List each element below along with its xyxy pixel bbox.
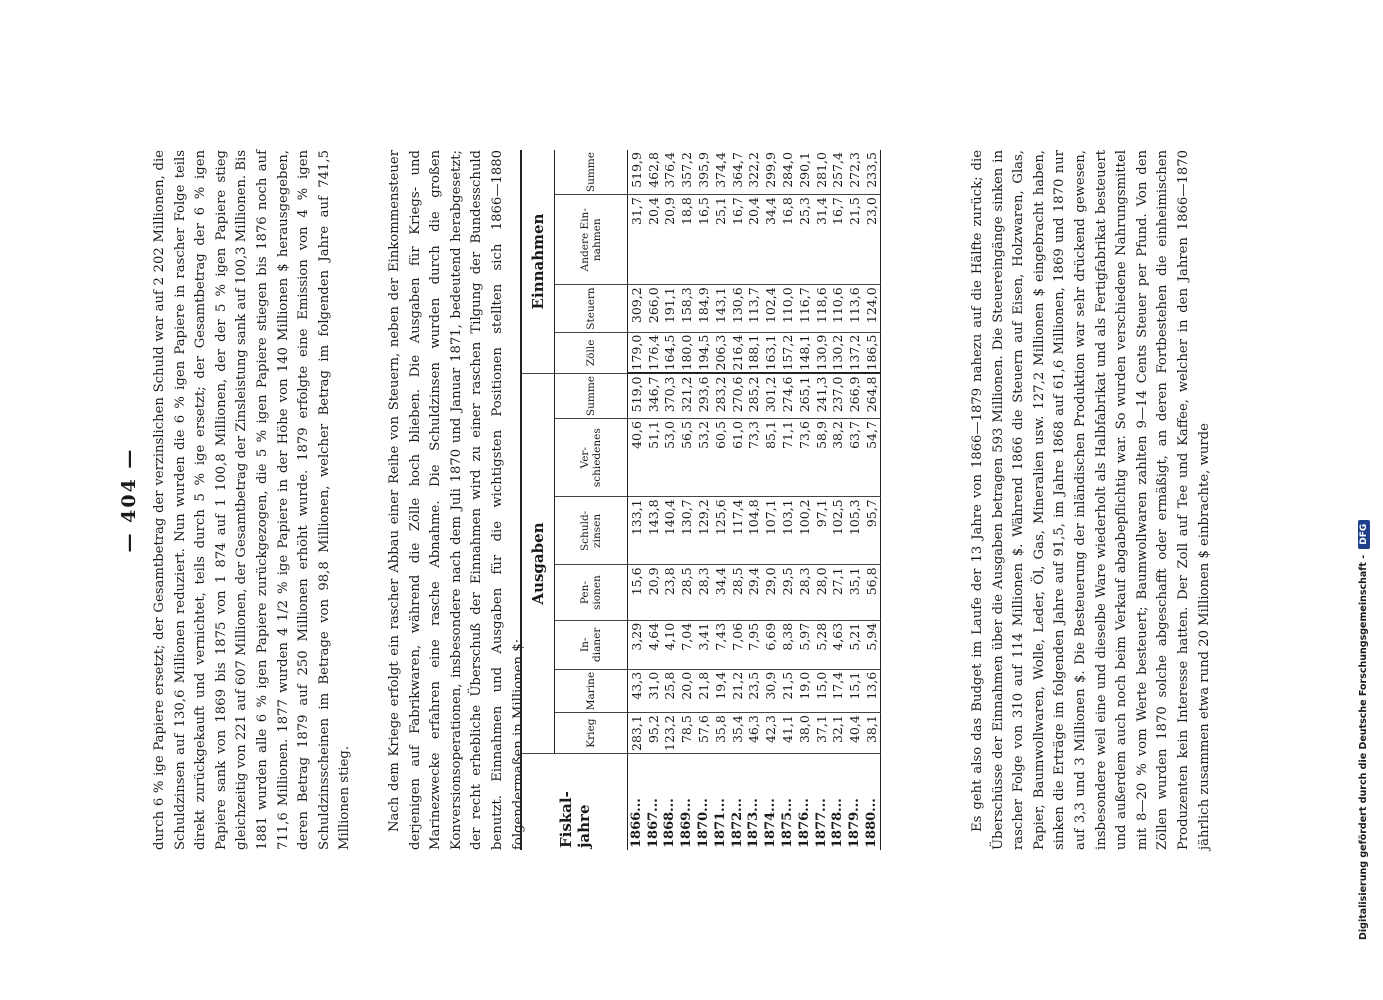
value-cell: 102,5: [830, 497, 847, 565]
table-row: [863, 150, 880, 850]
value-cell: 157,2: [779, 332, 796, 373]
value-cell: 16,5: [695, 195, 712, 285]
value-cell: 103,1: [779, 497, 796, 565]
value-cell: 3,29: [628, 620, 645, 669]
col-summe-ausgaben: Summe: [555, 373, 628, 418]
value-cell: 28,5: [729, 565, 746, 620]
value-cell: 370,3: [662, 373, 679, 418]
value-cell: 100,2: [796, 497, 813, 565]
paragraph-budget: [968, 150, 1215, 850]
year-cell: 1874...: [762, 754, 779, 851]
table-row: [830, 150, 847, 850]
value-cell: 270,6: [729, 373, 746, 418]
digitization-credit: [1358, 40, 1370, 940]
value-cell: 20,9: [645, 565, 662, 620]
value-cell: 18,8: [678, 195, 695, 285]
value-cell: 163,1: [762, 332, 779, 373]
col-andere: Andere Ein-nahmen: [555, 195, 628, 285]
table-row: [662, 150, 679, 850]
paragraph-budget-text: Es geht also das Budget im Laufe der 13 Jahre von 1866—1879 nahezu auf die Hälfte zurück; die Überschüsse der Einnahmen über die Ausgaben betragen 593 Millionen. Die Steuereingänge sinken in rascher Folge von 310 auf 114 Millionen $. Während 1866 die Steuern auf Eisen, Holzwaren, Glas, Papier, Baumwollwaren, Wolle, Leder, Öl, Gas, Mineralien usw. 127,2 Millionen $ eingebracht haben, sinken die Erträge im folgenden Jahre auf 91,5, im Jahre 1868 auf 61,6 Millionen, 1869 und 1870 nur auf 3,3 und 3 Millionen $. Die Besteuerung der inländischen Produktion war sehr drückend gewesen, insbesondere weil eine und dieselbe Ware wiederholt als Halbfabrikat und als Fertigfabrikat besteuert und außerdem auch noch beim Verkauf abgabepflichtig war. So wurden verschiedene Nahrungsmittel mit 8—20 % vom Werte besteuert; Baumwollwaren zahlten 9—14 Cents Steuer per Pfund. Von den Zöllen wurden 1870 solche abgeschafft oder ermäßigt, an deren Fortbestehen die einheimischen Produzenten kein Interesse hatten. Der Zoll auf Tee und Kaffee, welcher in den Jahren 1866—1870 jährlich zusammen etwa rund 20 Millionen $ einbrachte, wurde: [970, 150, 1212, 850]
value-cell: 123,2: [662, 713, 679, 754]
value-cell: 42,3: [762, 713, 779, 754]
value-cell: 97,1: [813, 497, 830, 565]
year-cell: 1875...: [779, 754, 796, 851]
value-cell: 29,5: [779, 565, 796, 620]
value-cell: 164,5: [662, 332, 679, 373]
col-marine: Marine: [555, 669, 628, 712]
credit-text: Digitalisierung gefördert durch die Deutsche Forschungsgemeinschaft -: [1358, 554, 1369, 940]
value-cell: 266,9: [846, 373, 863, 418]
value-cell: 16,8: [779, 195, 796, 285]
value-cell: 95,2: [645, 713, 662, 754]
value-cell: 95,7: [863, 497, 880, 565]
col-verschiedenes: Ver-schiedenes: [555, 419, 628, 497]
value-cell: 140,4: [662, 497, 679, 565]
group-expenditure: Ausgaben: [521, 373, 555, 753]
value-cell: 107,1: [762, 497, 779, 565]
value-cell: 301,2: [762, 373, 779, 418]
value-cell: 35,8: [712, 713, 729, 754]
table-row: [762, 150, 779, 850]
year-cell: 1870...: [695, 754, 712, 851]
value-cell: 46,3: [746, 713, 763, 754]
dfg-logo: DFG: [1358, 520, 1370, 549]
value-cell: 283,1: [628, 713, 645, 754]
value-cell: 272,3: [846, 150, 863, 195]
paragraph-after-war-text: Nach dem Kriege erfolgt ein rascher Abbau einer Reihe von Steuern, neben der Einkommensteuer derjenigen auf Fabrikwaren, während die Zölle hoch blieben. Die Ausgaben für Kriegs- und Marinezwecke erfahren eine rasche Abnahme. Die Schuldzinsen wurden durch die großen Konversionsoperationen, insbesondere nach dem Juli 1870 und Januar 1871, bedeutend herabgesetzt; der recht erhebliche Überschuß der Einnahmen wird zu einer raschen Tilgung der Bundesschuld benutzt. Einnahmen und Ausgaben für die wichtigsten Positionen stellten sich 1866—1880 folgendermaßen in Millionen $:: [387, 150, 526, 850]
value-cell: 21,5: [846, 195, 863, 285]
value-cell: 130,6: [729, 285, 746, 332]
value-cell: 283,2: [712, 373, 729, 418]
group-revenue: Einnahmen: [521, 150, 555, 373]
table-row: [645, 150, 662, 850]
value-cell: 38,0: [796, 713, 813, 754]
value-cell: 8,38: [779, 620, 796, 669]
value-cell: 130,9: [813, 332, 830, 373]
value-cell: 40,4: [846, 713, 863, 754]
value-cell: 293,6: [695, 373, 712, 418]
value-cell: 38,1: [863, 713, 880, 754]
value-cell: 110,6: [830, 285, 847, 332]
value-cell: 41,1: [779, 713, 796, 754]
value-cell: 137,2: [846, 332, 863, 373]
value-cell: 5,97: [796, 620, 813, 669]
value-cell: 34,4: [762, 195, 779, 285]
value-cell: 117,4: [729, 497, 746, 565]
value-cell: 15,0: [813, 669, 830, 712]
value-cell: 23,0: [863, 195, 880, 285]
value-cell: 257,4: [830, 150, 847, 195]
table-body: [628, 150, 881, 850]
value-cell: 20,4: [746, 195, 763, 285]
value-cell: 264,8: [863, 373, 880, 418]
value-cell: 191,1: [662, 285, 679, 332]
value-cell: 35,1: [846, 565, 863, 620]
col-zoelle: Zölle: [555, 332, 628, 373]
value-cell: 53,2: [695, 419, 712, 497]
value-cell: 357,2: [678, 150, 695, 195]
value-cell: 25,3: [796, 195, 813, 285]
value-cell: 21,8: [695, 669, 712, 712]
value-cell: 110,0: [779, 285, 796, 332]
value-cell: 188,1: [746, 332, 763, 373]
value-cell: 34,4: [712, 565, 729, 620]
year-cell: 1872...: [729, 754, 746, 851]
value-cell: 78,5: [678, 713, 695, 754]
value-cell: 31,7: [628, 195, 645, 285]
value-cell: 519,0: [628, 373, 645, 418]
value-cell: 206,3: [712, 332, 729, 373]
value-cell: 71,1: [779, 419, 796, 497]
value-cell: 63,7: [846, 419, 863, 497]
value-cell: 6,69: [762, 620, 779, 669]
value-cell: 17,4: [830, 669, 847, 712]
value-cell: 299,9: [762, 150, 779, 195]
value-cell: 105,3: [846, 497, 863, 565]
value-cell: 21,2: [729, 669, 746, 712]
year-cell: 1873...: [746, 754, 763, 851]
value-cell: 346,7: [645, 373, 662, 418]
value-cell: 30,9: [762, 669, 779, 712]
table-row: [729, 150, 746, 850]
value-cell: 38,2: [830, 419, 847, 497]
value-cell: 7,06: [729, 620, 746, 669]
value-cell: 25,8: [662, 669, 679, 712]
year-cell: 1869...: [678, 754, 695, 851]
value-cell: 4,63: [830, 620, 847, 669]
value-cell: 19,4: [712, 669, 729, 712]
value-cell: 57,6: [695, 713, 712, 754]
value-cell: 27,1: [830, 565, 847, 620]
value-cell: 43,3: [628, 669, 645, 712]
value-cell: 54,7: [863, 419, 880, 497]
value-cell: 85,1: [762, 419, 779, 497]
value-cell: 61,0: [729, 419, 746, 497]
value-cell: 20,9: [662, 195, 679, 285]
table-row: [779, 150, 796, 850]
year-cell: 1867...: [645, 754, 662, 851]
value-cell: 125,6: [712, 497, 729, 565]
value-cell: 158,3: [678, 285, 695, 332]
value-cell: 31,4: [813, 195, 830, 285]
col-schuldzinsen: Schuld-zinsen: [555, 497, 628, 565]
table-row: [796, 150, 813, 850]
value-cell: 23,5: [746, 669, 763, 712]
value-cell: 266,0: [645, 285, 662, 332]
value-cell: 104,8: [746, 497, 763, 565]
table-row: [678, 150, 695, 850]
value-cell: 40,6: [628, 419, 645, 497]
value-cell: 28,5: [678, 565, 695, 620]
value-cell: 29,0: [762, 565, 779, 620]
value-cell: 5,21: [846, 620, 863, 669]
value-cell: 118,6: [813, 285, 830, 332]
value-cell: 241,3: [813, 373, 830, 418]
value-cell: 265,1: [796, 373, 813, 418]
value-cell: 3,41: [695, 620, 712, 669]
value-cell: 113,6: [846, 285, 863, 332]
year-cell: 1871...: [712, 754, 729, 851]
value-cell: 184,9: [695, 285, 712, 332]
value-cell: 7,43: [712, 620, 729, 669]
year-cell: 1868...: [662, 754, 679, 851]
value-cell: 32,1: [830, 713, 847, 754]
value-cell: 20,0: [678, 669, 695, 712]
value-cell: 322,2: [746, 150, 763, 195]
page-number: — 404 —: [118, 447, 140, 553]
value-cell: 7,04: [678, 620, 695, 669]
year-cell: 1879...: [846, 754, 863, 851]
paragraph-debt: durch 6 % ige Papiere ersetzt; der Gesamtbetrag der verzinslichen Schuld war auf 2 202 Millionen, die Schuldzinsen auf 130,6 Millionen reduziert. Nun wurden die 6 % igen Papiere in rascher Folge teils direkt zurückgekauft und vernichtet, teils durch 5 % ige ersetzt; der Gesamtbetrag der 6 % igen Papiere sank von 1869 bis 1875 von 1 874 auf 1 100,8 Millionen, der der 5 % igen Papiere stieg gleichzeitig von 221 auf 607 Millionen, der Gesamtbetrag der Zinsleistung sank auf 100,3 Millionen. Bis 1881 wurden alle 6 % igen Papiere zurückgezogen, die 5 % igen Papiere stiegen bis 1876 noch auf 711,6 Millionen. 1877 wurden 4 1/2 % ige Papiere in der Höhe von 140 Millionen $ herausgegeben, deren Betrag 1879 auf 250 Millionen erhöht wurde. 1879 erfolgte eine Emission von 4 % igen Schuldzinsscheinen im Betrage von 98,8 Millionen, welcher Betrag im folgenden Jahre auf 741,5 Millionen stieg.: [152, 150, 353, 850]
value-cell: 395,9: [695, 150, 712, 195]
value-cell: 176,4: [645, 332, 662, 373]
value-cell: 113,7: [746, 285, 763, 332]
value-cell: 148,1: [796, 332, 813, 373]
value-cell: 15,6: [628, 565, 645, 620]
table-row: [813, 150, 830, 850]
value-cell: 364,7: [729, 150, 746, 195]
value-cell: 37,1: [813, 713, 830, 754]
value-cell: 274,6: [779, 373, 796, 418]
value-cell: 16,7: [729, 195, 746, 285]
year-cell: 1877...: [813, 754, 830, 851]
value-cell: 5,94: [863, 620, 880, 669]
paragraph-after-war: [385, 150, 529, 850]
col-summe-einnahmen: Summe: [555, 150, 628, 195]
value-cell: 130,2: [830, 332, 847, 373]
value-cell: 309,2: [628, 285, 645, 332]
year-cell: 1878...: [830, 754, 847, 851]
value-cell: 73,3: [746, 419, 763, 497]
value-cell: 60,5: [712, 419, 729, 497]
value-cell: 143,8: [645, 497, 662, 565]
value-cell: 143,1: [712, 285, 729, 332]
value-cell: 180,0: [678, 332, 695, 373]
value-cell: 281,0: [813, 150, 830, 195]
table-row: [712, 150, 729, 850]
value-cell: 51,1: [645, 419, 662, 497]
year-cell: 1880...: [863, 754, 880, 851]
value-cell: 7,95: [746, 620, 763, 669]
value-cell: 25,1: [712, 195, 729, 285]
value-cell: 285,2: [746, 373, 763, 418]
value-cell: 290,1: [796, 150, 813, 195]
value-cell: 374,4: [712, 150, 729, 195]
value-cell: 4,10: [662, 620, 679, 669]
value-cell: 5,28: [813, 620, 830, 669]
value-cell: 237,0: [830, 373, 847, 418]
table-row: [846, 150, 863, 850]
year-cell: 1866...: [628, 754, 645, 851]
value-cell: 129,2: [695, 497, 712, 565]
col-pensionen: Pen-sionen: [555, 565, 628, 620]
value-cell: 56,5: [678, 419, 695, 497]
value-cell: 15,1: [846, 669, 863, 712]
col-steuern: Steuern: [555, 285, 628, 332]
value-cell: 35,4: [729, 713, 746, 754]
value-cell: 519,9: [628, 150, 645, 195]
value-cell: 73,6: [796, 419, 813, 497]
value-cell: 133,1: [628, 497, 645, 565]
col-indianer: In-dianer: [555, 620, 628, 669]
finance-table: [520, 150, 881, 850]
col-krieg: Krieg: [555, 713, 628, 754]
value-cell: 28,0: [813, 565, 830, 620]
value-cell: 53,0: [662, 419, 679, 497]
value-cell: 23,8: [662, 565, 679, 620]
value-cell: 124,0: [863, 285, 880, 332]
year-header: Fiskal-jahre: [521, 754, 628, 851]
value-cell: 58,9: [813, 419, 830, 497]
value-cell: 130,7: [678, 497, 695, 565]
table-row: [746, 150, 763, 850]
value-cell: 28,3: [695, 565, 712, 620]
value-cell: 116,7: [796, 285, 813, 332]
value-cell: 28,3: [796, 565, 813, 620]
value-cell: 31,0: [645, 669, 662, 712]
value-cell: 321,2: [678, 373, 695, 418]
value-cell: 29,4: [746, 565, 763, 620]
value-cell: 21,5: [779, 669, 796, 712]
value-cell: 284,0: [779, 150, 796, 195]
value-cell: 194,5: [695, 332, 712, 373]
table-row: [695, 150, 712, 850]
value-cell: 13,6: [863, 669, 880, 712]
value-cell: 179,0: [628, 332, 645, 373]
value-cell: 4,64: [645, 620, 662, 669]
value-cell: 19,0: [796, 669, 813, 712]
value-cell: 20,4: [645, 195, 662, 285]
value-cell: 16,7: [830, 195, 847, 285]
value-cell: 216,4: [729, 332, 746, 373]
table-row: [628, 150, 645, 850]
value-cell: 462,8: [645, 150, 662, 195]
value-cell: 233,5: [863, 150, 880, 195]
value-cell: 376,4: [662, 150, 679, 195]
year-cell: 1876...: [796, 754, 813, 851]
value-cell: 102,4: [762, 285, 779, 332]
value-cell: 186,5: [863, 332, 880, 373]
value-cell: 56,8: [863, 565, 880, 620]
